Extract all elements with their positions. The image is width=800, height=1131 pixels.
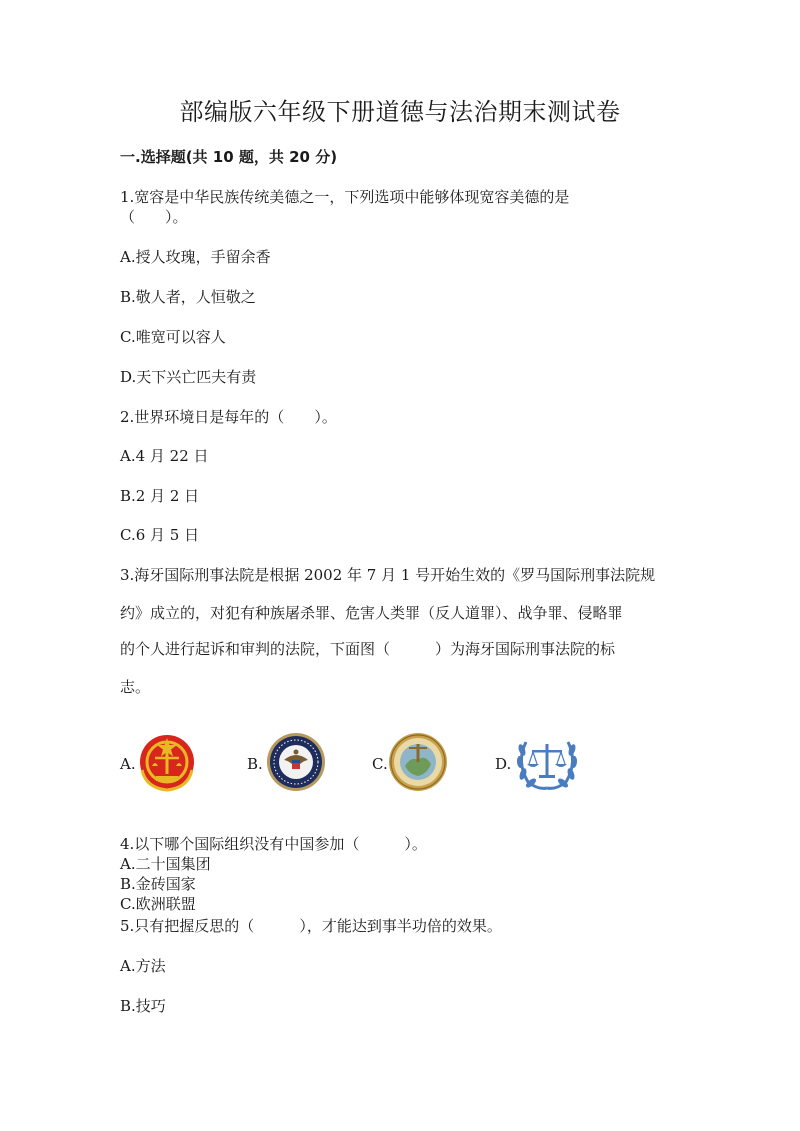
red-court-emblem-icon <box>132 730 202 794</box>
question-2-option-b: B.2 月 2 日 <box>120 487 200 505</box>
question-3-stem-line-1: 3.海牙国际刑事法院是根据 2002 年 7 月 1 号开始生效的《罗马国际刑事法院规 <box>120 566 656 584</box>
question-3-option-d-label: D. <box>495 755 512 773</box>
question-3-option-b-label: B. <box>247 755 263 773</box>
question-2-option-a: A.4 月 22 日 <box>120 447 209 465</box>
question-5-option-a: A.方法 <box>120 957 166 975</box>
question-4-option-a: A.二十国集团 <box>120 855 211 873</box>
question-5-option-b: B.技巧 <box>120 997 166 1015</box>
question-1-option-c: C.唯宽可以容人 <box>120 328 226 346</box>
question-4-stem: 4.以下哪个国际组织没有中国参加（ ）。 <box>120 835 427 853</box>
question-3-option-a-label: A. <box>120 755 136 773</box>
question-3-option-c-label: C. <box>372 755 388 773</box>
presidential-seal-icon <box>261 730 331 794</box>
question-2-option-c: C.6 月 5 日 <box>120 526 200 544</box>
question-3-stem-line-3: 的个人进行起诉和审判的法院，下面图（ ）为海牙国际刑事法院的标 <box>120 640 616 658</box>
question-4-option-c: C.欧洲联盟 <box>120 895 196 913</box>
section-heading: 一.选择题(共 10 题，共 20 分) <box>120 148 338 166</box>
question-4-option-b: B.金砖国家 <box>120 875 196 893</box>
question-3-stem-line-2: 约》成立的，对犯有种族屠杀罪、危害人类罪（反人道罪）、战争罪、侵略罪 <box>120 604 623 622</box>
question-1-stem-line-1: 1.宽容是中华民族传统美德之一，下列选项中能够体现宽容美德的是 <box>120 188 570 206</box>
question-2-stem: 2.世界环境日是每年的（ ）。 <box>120 408 337 426</box>
question-1-option-b: B.敬人者，人恒敬之 <box>120 288 256 306</box>
question-3-stem-line-4: 志。 <box>120 678 151 696</box>
gold-globe-seal-icon <box>383 730 453 794</box>
question-1-option-a: A.授人玫瑰，手留余香 <box>120 248 271 266</box>
scales-laurel-icon <box>512 730 582 794</box>
question-1-option-d: D.天下兴亡匹夫有责 <box>120 368 257 386</box>
question-5-stem: 5.只有把握反思的（ ），才能达到事半功倍的效果。 <box>120 917 502 935</box>
page-title: 部编版六年级下册道德与法治期末测试卷 <box>179 98 621 126</box>
question-1-stem-line-2: （ ）。 <box>120 208 188 226</box>
